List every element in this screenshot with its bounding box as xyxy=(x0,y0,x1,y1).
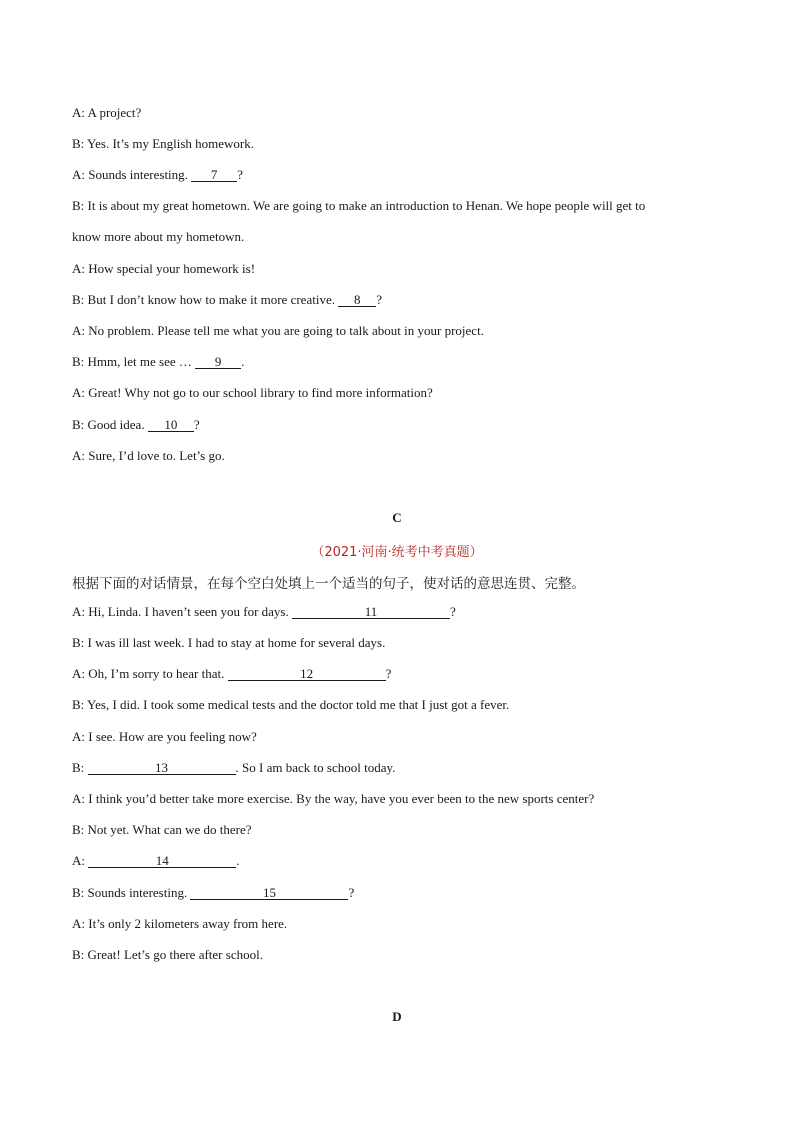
dialogue-line: A: I think you’d better take more exercise. By the way, have you ever been to the new sports center? xyxy=(72,791,595,806)
answer-blank-15[interactable]: 15 xyxy=(190,886,348,900)
dialogue-line xyxy=(72,885,354,901)
dialogue-punct: ? xyxy=(193,417,200,432)
dialogue-line: B: Not yet. What can we do there? xyxy=(72,822,252,837)
dialogue-line: know more about my hometown. xyxy=(72,229,245,244)
section-heading-c: C xyxy=(392,510,402,525)
answer-blank-12[interactable]: 12 xyxy=(228,667,386,681)
dialogue-line: A: How special your homework is! xyxy=(72,261,256,276)
answer-blank-8[interactable]: 8 xyxy=(338,293,376,307)
dialogue-text: A: Hi, Linda. I haven’t seen you for days. xyxy=(72,604,292,619)
dialogue-line xyxy=(72,853,240,869)
answer-blank-7[interactable]: 7 xyxy=(191,168,237,182)
dialogue-line: A: It’s only 2 kilometers away from here. xyxy=(72,916,288,931)
dialogue-line: B: Yes, I did. I took some medical tests and the doctor told me that I just got a fever. xyxy=(72,697,510,712)
answer-blank-9[interactable]: 9 xyxy=(195,355,241,369)
dialogue-line xyxy=(72,760,395,776)
dialogue-text: B: Sounds interesting. xyxy=(72,885,191,900)
dialogue-text: . So I am back to school today. xyxy=(235,760,396,775)
dialogue-line xyxy=(72,354,244,370)
dialogue-line xyxy=(72,666,391,682)
dialogue-line: A: A project? xyxy=(72,105,142,120)
dialogue-line: A: I see. How are you feeling now? xyxy=(72,729,257,744)
dialogue-text: A: xyxy=(72,853,89,868)
dialogue-line: B: It is about my great hometown. We are going to make an introduction to Henan. We hope people will get to xyxy=(72,198,646,213)
question-source: （2021·河南·统考中考真题） xyxy=(311,545,483,560)
dialogue-line: A: Sure, I’d love to. Let’s go. xyxy=(72,448,225,463)
dialogue-punct: ? xyxy=(348,885,355,900)
dialogue-line: B: I was ill last week. I had to stay at home for several days. xyxy=(72,635,386,650)
section-heading-d: D xyxy=(392,1009,402,1024)
dialogue-line: B: Great! Let’s go there after school. xyxy=(72,947,263,962)
dialogue-text: A: Sounds interesting. xyxy=(72,167,192,182)
dialogue-line: A: Great! Why not go to our school library to find more information? xyxy=(72,385,433,400)
dialogue-line xyxy=(72,167,243,183)
dialogue-punct: ? xyxy=(376,292,382,307)
dialogue-punct: ? xyxy=(385,666,392,681)
dialogue-text: B: But I don’t know how to make it more creative. xyxy=(72,292,339,307)
answer-blank-10[interactable]: 10 xyxy=(148,418,194,432)
instruction-text: 根据下面的对话情景，在每个空白处填上一个适当的句子，使对话的意思连贯、完整。 xyxy=(72,576,585,592)
dialogue-punct: . xyxy=(241,354,245,369)
answer-blank-14[interactable]: 14 xyxy=(88,854,236,868)
dialogue-text: B: xyxy=(72,760,88,775)
dialogue-line: B: Yes. It’s my English homework. xyxy=(72,136,255,151)
dialogue-punct: ? xyxy=(449,604,456,619)
dialogue-punct: . xyxy=(236,853,240,868)
dialogue-line: A: No problem. Please tell me what you are going to talk about in your project. xyxy=(72,323,484,338)
answer-blank-13[interactable]: 13 xyxy=(88,761,236,775)
dialogue-text: B: Hmm, let me see … xyxy=(72,354,196,369)
answer-blank-11[interactable]: 11 xyxy=(292,605,450,619)
dialogue-line xyxy=(72,292,382,308)
dialogue-line xyxy=(72,604,456,620)
dialogue-text: A: Oh, I’m sorry to hear that. xyxy=(72,666,228,681)
dialogue-line xyxy=(72,417,200,433)
dialogue-punct: ? xyxy=(237,167,243,182)
dialogue-text: B: Good idea. xyxy=(72,417,148,432)
